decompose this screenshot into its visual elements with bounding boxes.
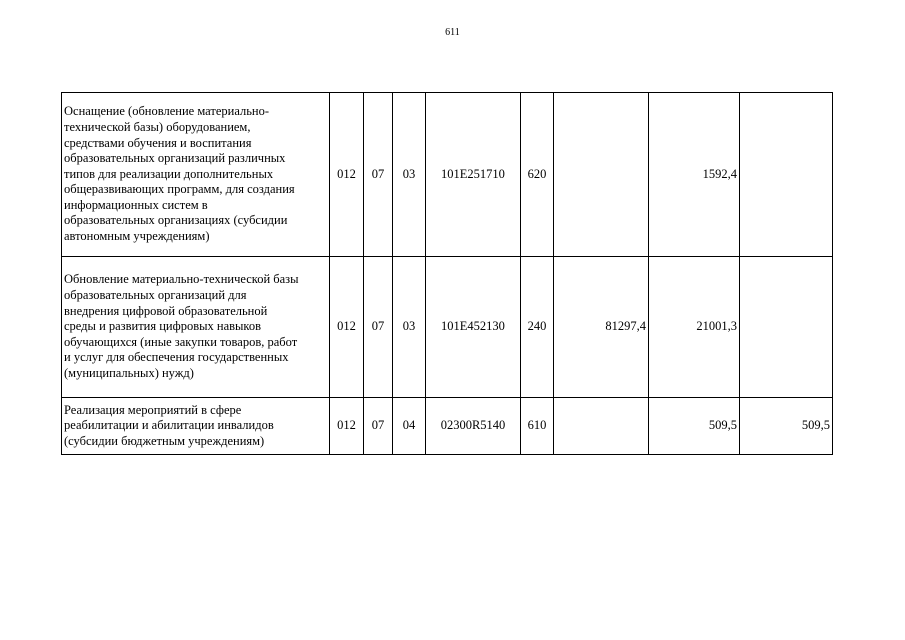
name-line: технической базы) оборудованием, <box>64 119 251 134</box>
budget-table <box>61 92 833 455</box>
expense-type-code: 240 <box>521 257 554 398</box>
name-line: образовательных организаций для <box>64 288 247 303</box>
amount-1-cell <box>554 398 649 455</box>
row-name-cell <box>62 93 330 257</box>
subsection-code: 03 <box>393 93 426 257</box>
row-name-cell <box>62 257 330 398</box>
target-article-code: 02300R5140 <box>426 398 521 455</box>
table-row <box>62 257 833 398</box>
name-line: типов для реализации дополнительных <box>64 166 274 181</box>
section-code: 07 <box>364 257 393 398</box>
name-line: (субсидии бюджетным учреждениям) <box>64 433 265 448</box>
amount-3-cell <box>740 93 833 257</box>
amount-2-cell: 21001,3 <box>649 257 740 398</box>
name-line: автономным учреждениям) <box>64 229 210 244</box>
amount-1-cell <box>554 93 649 257</box>
name-line: Обновление материально-технической базы <box>64 272 299 287</box>
table-row <box>62 398 833 455</box>
ministry-code: 012 <box>330 398 364 455</box>
ministry-code: 012 <box>330 93 364 257</box>
page-number: 611 <box>445 27 460 38</box>
amount-1-cell: 81297,4 <box>554 257 649 398</box>
subsection-code: 03 <box>393 257 426 398</box>
table-row <box>62 93 833 257</box>
row-name-cell <box>62 398 330 455</box>
name-line: реабилитации и абилитации инвалидов <box>64 418 274 433</box>
section-code: 07 <box>364 93 393 257</box>
name-line: средствами обучения и воспитания <box>64 135 252 150</box>
name-line: внедрения цифровой образовательной <box>64 303 268 318</box>
name-line: Оснащение (обновление материально- <box>64 104 270 119</box>
target-article-code: 101E452130 <box>426 257 521 398</box>
amount-2-cell: 1592,4 <box>649 93 740 257</box>
name-line: общеразвивающих программ, для создания <box>64 182 295 197</box>
subsection-code: 04 <box>393 398 426 455</box>
name-line: среды и развития цифровых навыков <box>64 319 262 334</box>
name-line: образовательных организациях (субсидии <box>64 213 288 228</box>
section-code: 07 <box>364 398 393 455</box>
amount-3-cell: 509,5 <box>740 398 833 455</box>
name-line: образовательных организаций различных <box>64 151 286 166</box>
expense-type-code: 620 <box>521 93 554 257</box>
target-article-code: 101E251710 <box>426 93 521 257</box>
name-line: и услуг для обеспечения государственных <box>64 350 289 365</box>
expense-type-code: 610 <box>521 398 554 455</box>
name-line: Реализация мероприятий в сфере <box>64 402 242 417</box>
name-line: обучающихся (иные закупки товаров, работ <box>64 334 298 349</box>
amount-2-cell: 509,5 <box>649 398 740 455</box>
ministry-code: 012 <box>330 257 364 398</box>
amount-3-cell <box>740 257 833 398</box>
name-line: информационных систем в <box>64 197 208 212</box>
name-line: (муниципальных) нужд) <box>64 365 194 380</box>
